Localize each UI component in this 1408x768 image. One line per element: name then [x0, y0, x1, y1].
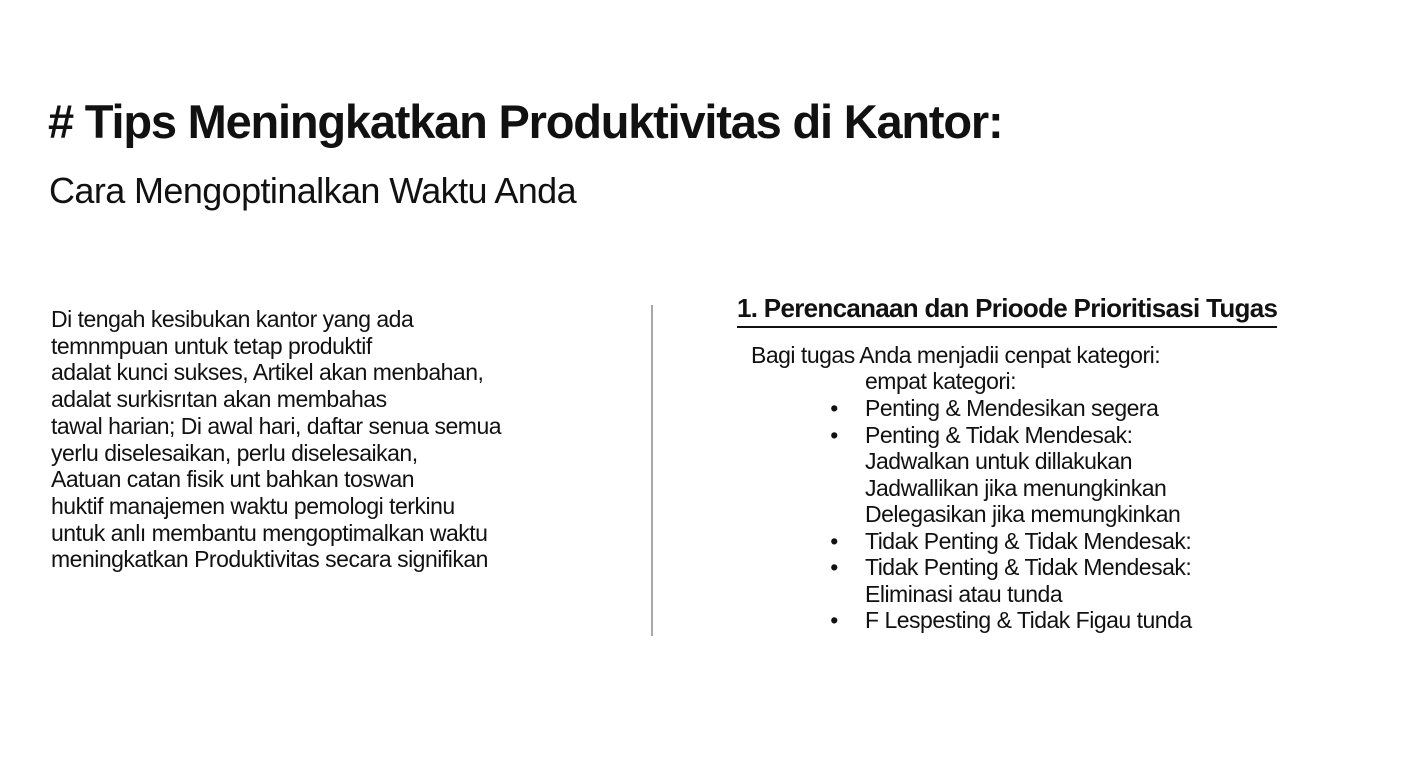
list-item-text: Eliminasi atau tunda	[865, 580, 1063, 607]
list-item-text: Jadwallikan jika menungkinkan	[865, 474, 1167, 501]
list-item	[827, 395, 1192, 422]
paragraph-line: adalat surkisrıtan akan membahas	[51, 386, 387, 413]
bullet-icon: •	[830, 527, 838, 554]
list-item	[827, 422, 1192, 528]
page-subtitle: Cara Mengoptinalkan Waktu Anda	[49, 170, 576, 211]
bullet-icon: •	[830, 395, 838, 421]
list-item	[827, 528, 1192, 555]
section-heading: 1. Perencanaan dan Prioode Prioritisasi Tugas	[737, 290, 1277, 328]
paragraph-line: Di tengah kesibukan kantor yang ada	[51, 306, 414, 332]
paragraph-line: huktif manajemen waktu pemologi terkinu	[51, 492, 455, 519]
list-item-text: Tidak Penting & Tidak Mendesak:	[865, 527, 1192, 554]
paragraph-line: Aatuan catan fisik unt bahkan toswan	[51, 466, 415, 493]
paragraph-line: meningkatkan Produktivitas secara signifikan	[51, 546, 488, 573]
list-item	[827, 554, 1192, 607]
list-item-text: F Lespesting & Tidak Figau tunda	[865, 607, 1192, 633]
section-prioritization	[737, 290, 1377, 633]
bullet-icon: •	[830, 554, 838, 580]
paragraph-line: adalat kunci sukses, Artikel akan menbahan,	[51, 359, 484, 386]
list-item-text: Penting & Tidak Mendesak:	[865, 421, 1133, 448]
bullet-icon: •	[830, 421, 838, 448]
section-intro: Bagi tugas Anda menjadii cenpat kategori:	[751, 342, 1161, 368]
page-title: # Tips Meningkatkan Produktivitas di Kantor:	[48, 95, 1003, 148]
paragraph-line: temnmpuan untuk tetap produktif	[51, 332, 372, 359]
list-item	[827, 607, 1192, 634]
bullet-icon: •	[830, 607, 838, 633]
category-list	[827, 395, 1192, 634]
section-intro-continuation: empat kategori:	[865, 368, 1017, 394]
paragraph-line: untuk anlı membantu mengoptimalkan waktu	[51, 519, 488, 546]
column-divider	[651, 305, 653, 636]
paragraph-line: tawal harian; Di awal hari, daftar senua semua	[51, 412, 502, 439]
list-item-text: Jadwalkan untuk dillakukan	[865, 448, 1133, 474]
list-item-text: Penting & Mendesikan segera	[865, 395, 1159, 421]
list-item-text: Tidak Penting & Tidak Mendesak:	[865, 554, 1192, 580]
list-item-text: Delegasikan jika memungkinkan	[865, 501, 1181, 527]
intro-paragraph	[51, 306, 621, 573]
paragraph-line: yerlu diselesaikan, perlu diselesaikan,	[51, 439, 418, 466]
